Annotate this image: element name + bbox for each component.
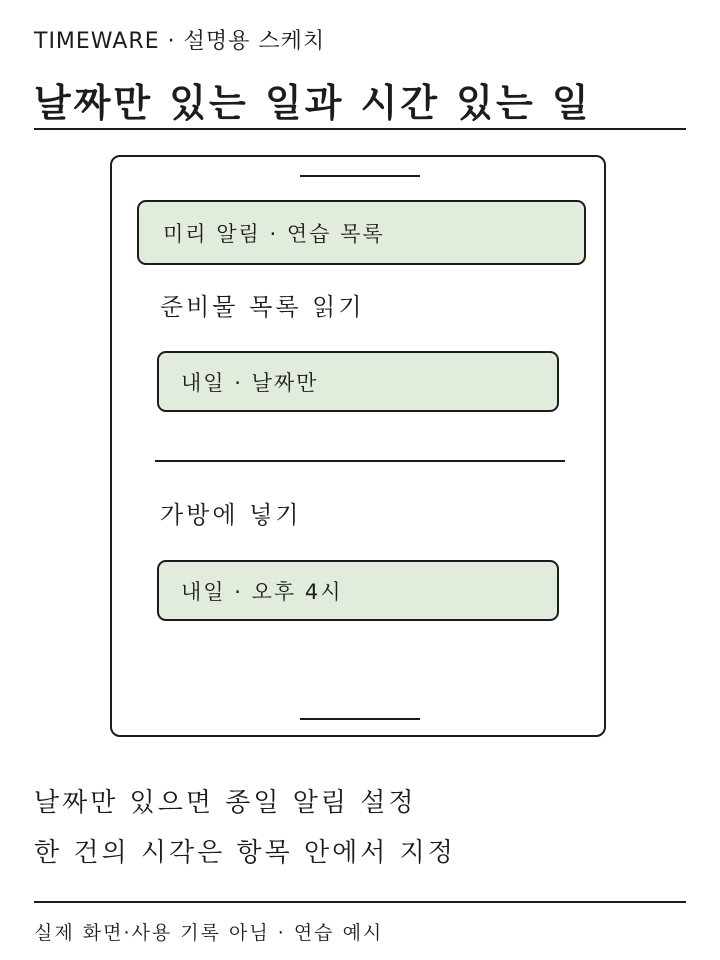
footer-note: 실제 화면·사용 기록 아님 · 연습 예시	[34, 922, 384, 944]
list-banner-label: 미리 알림 · 연습 목록	[163, 221, 385, 246]
task-title-pack-bag[interactable]: 가방에 넣기	[160, 501, 302, 529]
task-divider	[155, 460, 565, 462]
caption-with-time: 한 건의 시각은 항목 안에서 지정	[34, 838, 456, 868]
due-chip-label: 내일 · 날짜만	[181, 370, 319, 395]
phone-top-speaker	[300, 175, 420, 177]
header-label: TIMEWARE · 설명용 스케치	[34, 29, 326, 54]
list-banner	[137, 200, 586, 265]
phone-home-indicator	[300, 718, 420, 720]
title-divider	[34, 128, 686, 130]
page-title: 날짜만 있는 일과 시간 있는 일	[34, 81, 592, 125]
footer-divider	[34, 901, 686, 903]
due-chip-date-only[interactable]	[157, 351, 559, 412]
due-chip-with-time[interactable]	[157, 560, 559, 621]
task-title-prepare-list[interactable]: 준비물 목록 읽기	[160, 293, 365, 321]
caption-date-only: 날짜만 있으면 종일 알림 설정	[34, 788, 417, 818]
due-chip-label: 내일 · 오후 4시	[181, 579, 343, 604]
